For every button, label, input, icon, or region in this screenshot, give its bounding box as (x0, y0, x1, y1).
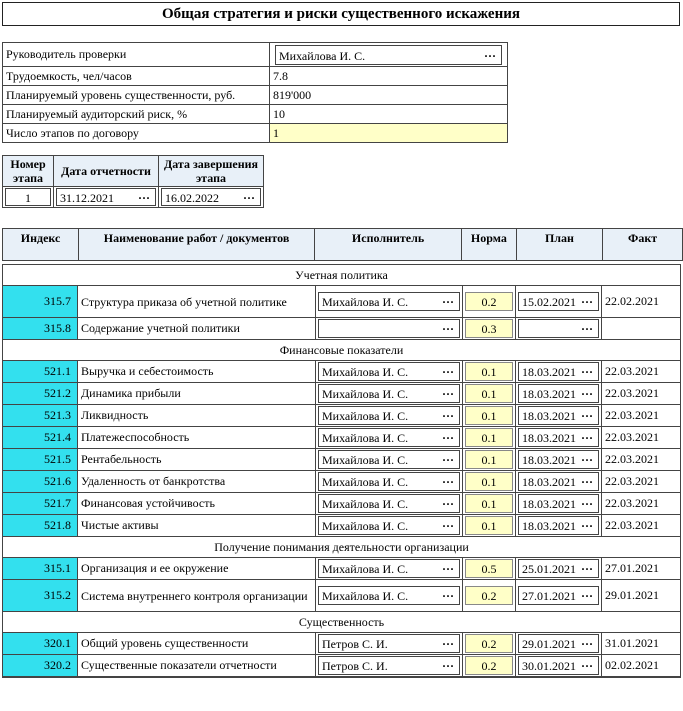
norm-field[interactable]: 0.2 (465, 292, 513, 311)
row-name: Общий уровень существенности (78, 633, 316, 655)
row-name: Система внутреннего контроля организации (78, 580, 316, 612)
executor-value: Михайлова И. С. (322, 497, 409, 511)
executor-field[interactable] (318, 472, 460, 491)
fact-date: 22.03.2021 (602, 449, 680, 471)
plan-date-value: 30.01.2021 (522, 659, 576, 673)
plan-date-value: 18.03.2021 (522, 431, 576, 445)
plan-date-value: 18.03.2021 (522, 475, 576, 489)
ellipsis-icon[interactable]: ··· (580, 659, 593, 673)
ellipsis-icon[interactable]: ··· (580, 519, 593, 533)
table-row (3, 515, 680, 537)
row-index[interactable]: 521.7 (3, 493, 78, 515)
executor-value: Михайлова И. С. (322, 409, 409, 423)
executor-value: Михайлова И. С. (322, 562, 409, 576)
fact-date: 22.03.2021 (602, 493, 680, 515)
row-index[interactable]: 521.5 (3, 449, 78, 471)
plan-date-value: 18.03.2021 (522, 365, 576, 379)
executor-value: Михайлова И. С. (322, 519, 409, 533)
row-name: Финансовая устойчивость (78, 493, 316, 515)
stages-table (2, 155, 264, 208)
row-index[interactable]: 320.2 (3, 655, 78, 677)
table-row (3, 286, 680, 318)
table-row (3, 449, 680, 471)
executor-field[interactable] (318, 634, 460, 653)
audit-lead-value: Михайлова И. С. (279, 48, 366, 63)
fact-date: 22.03.2021 (602, 383, 680, 405)
executor-field[interactable] (318, 516, 460, 535)
col-plan: План (517, 229, 604, 260)
executor-field[interactable] (318, 362, 460, 381)
plan-date-value: 18.03.2021 (522, 387, 576, 401)
plan-date-field[interactable] (518, 656, 599, 675)
section-title: Существенность (3, 612, 680, 633)
executor-field[interactable] (318, 656, 460, 675)
plan-date-field[interactable] (518, 450, 599, 469)
stage-number-header: Номер этапа (3, 156, 54, 187)
row-index[interactable]: 315.1 (3, 558, 78, 580)
ellipsis-icon[interactable]: ··· (580, 589, 593, 603)
plan-date-value: 18.03.2021 (522, 519, 576, 533)
table-row (3, 558, 680, 580)
finish-date-header: Дата завершения этапа (159, 156, 263, 187)
executor-value: Михайлова И. С. (322, 475, 409, 489)
ellipsis-icon[interactable]: ··· (441, 431, 454, 445)
row-index[interactable]: 521.2 (3, 383, 78, 405)
executor-value: Михайлова И. С. (322, 453, 409, 467)
plan-date-value: 18.03.2021 (522, 453, 576, 467)
stage-number-input[interactable]: 1 (5, 188, 51, 206)
col-norm: Норма (462, 229, 517, 260)
table-row (3, 361, 680, 383)
executor-field[interactable] (318, 384, 460, 403)
row-index[interactable]: 315.8 (3, 318, 78, 340)
norm-field[interactable]: 0.1 (465, 362, 513, 381)
plan-date-field[interactable] (518, 516, 599, 535)
ellipsis-icon[interactable]: ··· (580, 365, 593, 379)
norm-field[interactable]: 0.2 (465, 634, 513, 653)
stages-count-input[interactable]: 1 (270, 124, 507, 142)
section-title: Получение понимания деятельности организации (3, 537, 680, 558)
plan-date-value: 25.01.2021 (522, 562, 576, 576)
info-label: Число этапов по договору (3, 124, 270, 142)
plan-date-field[interactable] (518, 362, 599, 381)
executor-value: Петров С. И. (322, 659, 388, 673)
ellipsis-icon[interactable]: ··· (242, 191, 255, 205)
col-index: Индекс (3, 229, 79, 260)
executor-value: Михайлова И. С. (322, 431, 409, 445)
row-index[interactable]: 521.6 (3, 471, 78, 493)
ellipsis-icon[interactable]: ··· (441, 453, 454, 467)
section-header (3, 537, 680, 558)
plan-date-field[interactable] (518, 494, 599, 513)
row-index[interactable]: 521.1 (3, 361, 78, 383)
info-label: Трудоемкость, чел/часов (3, 67, 270, 86)
plan-date-field[interactable] (518, 428, 599, 447)
risk-input[interactable]: 10 (270, 105, 507, 124)
plan-date-value: 18.03.2021 (522, 409, 576, 423)
col-name: Наименование работ / документов (79, 229, 315, 260)
ellipsis-icon[interactable]: ··· (441, 295, 454, 309)
table-row (3, 405, 680, 427)
col-executor: Исполнитель (315, 229, 462, 260)
fact-date: 22.03.2021 (602, 471, 680, 493)
row-name: Рентабельность (78, 449, 316, 471)
plan-date-field[interactable] (518, 384, 599, 403)
ellipsis-icon[interactable]: ··· (441, 322, 454, 336)
ellipsis-icon[interactable]: ··· (580, 637, 593, 651)
norm-field[interactable]: 0.1 (465, 406, 513, 425)
section-title: Учетная политика (3, 265, 680, 286)
table-row (3, 471, 680, 493)
norm-field[interactable]: 0.2 (465, 586, 513, 605)
plan-date-value: 27.01.2021 (522, 589, 576, 603)
executor-value: Михайлова И. С. (322, 365, 409, 379)
works-table (2, 264, 681, 678)
norm-field[interactable]: 0.1 (465, 494, 513, 513)
works-table-header (2, 228, 683, 261)
row-name: Ликвидность (78, 405, 316, 427)
executor-field[interactable] (318, 292, 460, 311)
plan-date-field[interactable] (518, 472, 599, 491)
section-header (3, 612, 680, 633)
fact-date: 27.01.2021 (602, 558, 680, 580)
table-row (3, 633, 680, 655)
table-row (3, 318, 680, 340)
row-name: Организация и ее окружение (78, 558, 316, 580)
section-title: Финансовые показатели (3, 340, 680, 361)
labor-input[interactable]: 7.8 (270, 67, 507, 86)
fact-date: 29.01.2021 (602, 580, 680, 612)
ellipsis-icon[interactable]: ··· (580, 497, 593, 511)
info-label: Руководитель проверки (3, 43, 270, 67)
col-fact: Факт (603, 229, 682, 260)
section-header (3, 340, 680, 361)
plan-date-field[interactable] (518, 634, 599, 653)
table-row (3, 427, 680, 449)
ellipsis-icon[interactable]: ··· (580, 453, 593, 467)
report-date-header: Дата отчетности (54, 156, 159, 187)
ellipsis-icon[interactable]: ··· (441, 637, 454, 651)
row-index[interactable]: 521.4 (3, 427, 78, 449)
plan-date-field[interactable] (518, 319, 599, 338)
ellipsis-icon[interactable]: ··· (580, 475, 593, 489)
row-index[interactable]: 521.3 (3, 405, 78, 427)
plan-date-field[interactable] (518, 406, 599, 425)
ellipsis-icon[interactable]: ··· (441, 409, 454, 423)
row-index[interactable]: 521.8 (3, 515, 78, 537)
row-index[interactable]: 315.2 (3, 580, 78, 612)
executor-value: Михайлова И. С. (322, 295, 409, 309)
ellipsis-icon[interactable]: ··· (483, 48, 496, 63)
norm-field[interactable]: 0.2 (465, 656, 513, 675)
row-name: Платежеспособность (78, 427, 316, 449)
row-index[interactable]: 320.1 (3, 633, 78, 655)
fact-date: 22.03.2021 (602, 515, 680, 537)
ellipsis-icon[interactable]: ··· (441, 659, 454, 673)
norm-field[interactable]: 0.5 (465, 559, 513, 578)
ellipsis-icon[interactable]: ··· (441, 387, 454, 401)
table-row (3, 383, 680, 405)
executor-field[interactable] (318, 586, 460, 605)
norm-field[interactable]: 0.1 (465, 384, 513, 403)
plan-date-field[interactable] (518, 292, 599, 311)
row-name: Выручка и себестоимость (78, 361, 316, 383)
executor-field[interactable] (318, 319, 460, 338)
plan-date-value: 15.02.2021 (522, 295, 576, 309)
info-label: Планируемый аудиторский риск, % (3, 105, 270, 124)
fact-date: 02.02.2021 (602, 655, 680, 677)
executor-field[interactable] (318, 450, 460, 469)
executor-field[interactable] (318, 559, 460, 578)
plan-date-value: 18.03.2021 (522, 497, 576, 511)
plan-date-value: 29.01.2021 (522, 637, 576, 651)
norm-field[interactable]: 0.1 (465, 472, 513, 491)
row-name: Удаленность от банкротства (78, 471, 316, 493)
ellipsis-icon[interactable]: ··· (580, 409, 593, 423)
ellipsis-icon[interactable]: ··· (580, 322, 593, 336)
executor-field[interactable] (318, 428, 460, 447)
ellipsis-icon[interactable]: ··· (580, 431, 593, 445)
plan-date-field[interactable] (518, 559, 599, 578)
finish-date-value: 16.02.2022 (165, 191, 219, 205)
norm-field[interactable]: 0.1 (465, 428, 513, 447)
executor-value: Михайлова И. С. (322, 387, 409, 401)
ellipsis-icon[interactable]: ··· (580, 295, 593, 309)
fact-date: 22.03.2021 (602, 427, 680, 449)
fact-date: 22.03.2021 (602, 405, 680, 427)
section-header (3, 265, 680, 286)
info-label: Планируемый уровень существенности, руб. (3, 86, 270, 105)
ellipsis-icon[interactable]: ··· (441, 497, 454, 511)
table-row (3, 493, 680, 515)
ellipsis-icon[interactable]: ··· (580, 562, 593, 576)
ellipsis-icon[interactable]: ··· (441, 562, 454, 576)
finish-date-input[interactable] (161, 188, 261, 206)
row-index[interactable]: 315.7 (3, 286, 78, 318)
fact-date (602, 318, 680, 340)
report-date-input[interactable] (56, 188, 156, 206)
executor-value: Михайлова И. С. (322, 589, 409, 603)
ellipsis-icon[interactable]: ··· (441, 589, 454, 603)
ellipsis-icon[interactable]: ··· (441, 475, 454, 489)
row-name: Существенные показатели отчетности (78, 655, 316, 677)
fact-date: 22.02.2021 (602, 286, 680, 318)
row-name: Содержание учетной политики (78, 318, 316, 340)
norm-field[interactable]: 0.1 (465, 516, 513, 535)
row-name: Чистые активы (78, 515, 316, 537)
ellipsis-icon[interactable]: ··· (580, 387, 593, 401)
page-title: Общая стратегия и риски существенного искажения (2, 2, 680, 26)
plan-date-field[interactable] (518, 586, 599, 605)
ellipsis-icon[interactable]: ··· (441, 519, 454, 533)
audit-lead-select[interactable] (275, 45, 502, 65)
norm-field[interactable]: 0.1 (465, 450, 513, 469)
executor-field[interactable] (318, 494, 460, 513)
table-row (3, 580, 680, 612)
norm-field[interactable]: 0.3 (465, 319, 513, 338)
row-name: Динамика прибыли (78, 383, 316, 405)
fact-date: 31.01.2021 (602, 633, 680, 655)
fact-date: 22.03.2021 (602, 361, 680, 383)
materiality-input[interactable]: 819'000 (270, 86, 507, 105)
row-name: Структура приказа об учетной политике (78, 286, 316, 318)
report-date-value: 31.12.2021 (60, 191, 114, 205)
executor-field[interactable] (318, 406, 460, 425)
audit-info-form (2, 42, 508, 143)
ellipsis-icon[interactable]: ··· (441, 365, 454, 379)
ellipsis-icon[interactable]: ··· (137, 191, 150, 205)
table-row (3, 655, 680, 677)
executor-value: Петров С. И. (322, 637, 388, 651)
